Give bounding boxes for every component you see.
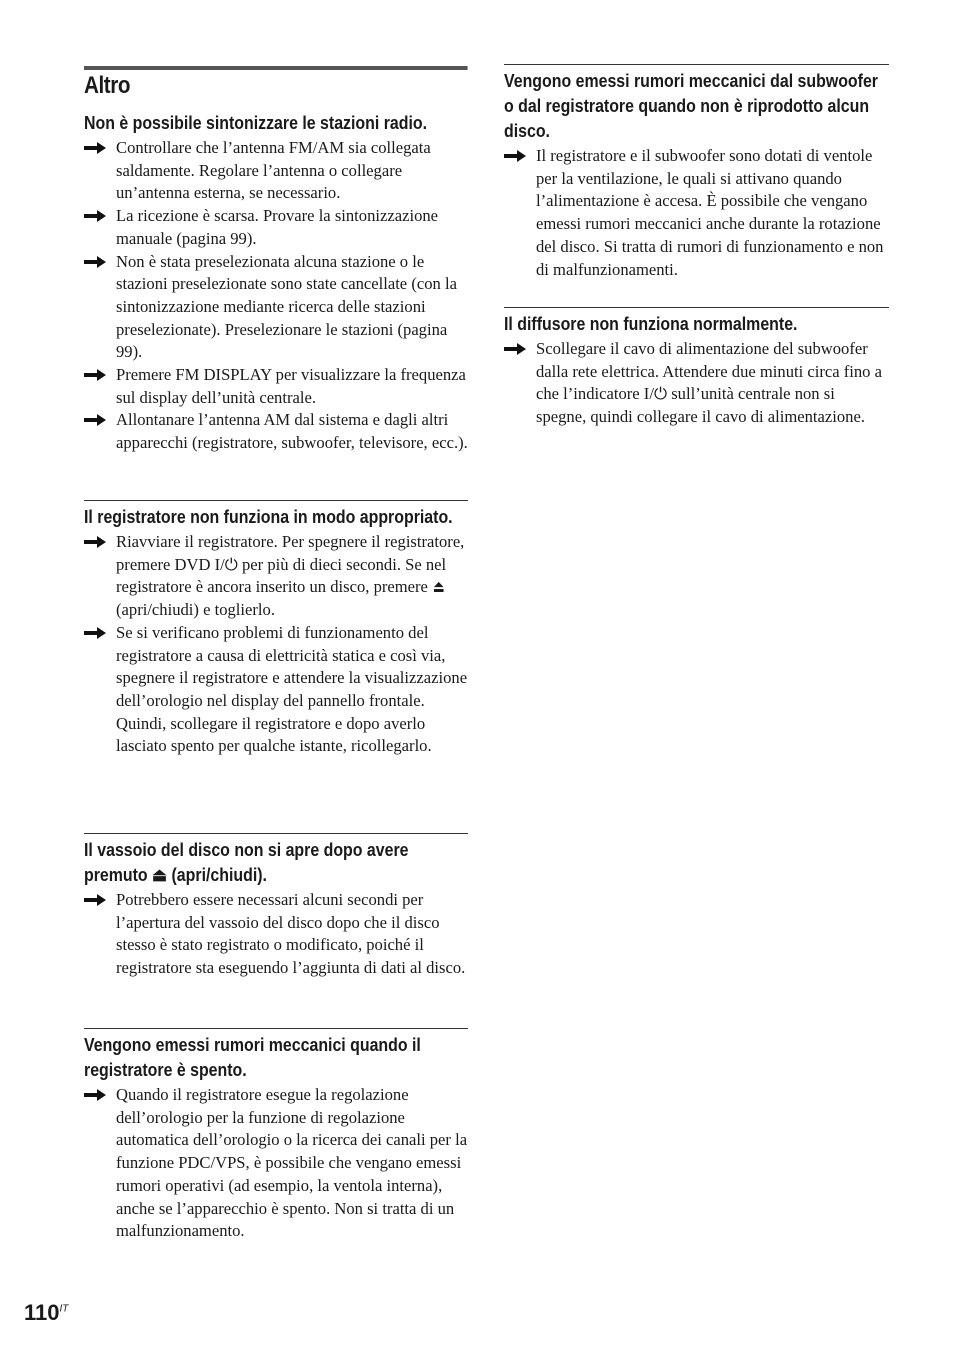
issue-title: Vengono emessi rumori meccanici quando il registratore è spento. bbox=[84, 1034, 421, 1080]
list-item: Se si verificano problemi di funzionamento del registratore a causa di elettricità statica e così via, spegnere il registratore e attendere la visualizzazione dell’orologio nel display del pannello frontale. Quindi, scollegare il registratore e dopo averlo lasciato spento per qualche istante, ricollegarlo. bbox=[84, 622, 468, 758]
issue-disc-tray bbox=[84, 833, 468, 980]
arrow-right-icon bbox=[84, 256, 106, 268]
list-item: Allontanare l’antenna AM dal sistema e dagli altri apparecchi (registratore, subwoofer, televisore, ecc.). bbox=[84, 409, 468, 454]
issue-speaker bbox=[504, 307, 889, 429]
page-suffix: IT bbox=[59, 1303, 69, 1315]
issue-title: Il registratore non funziona in modo appropriato. bbox=[84, 506, 453, 527]
list-item: Quando il registratore esegue la regolazione dell’orologio per la funzione di regolazione automatica dell’orologio o la ricerca dei canali per la funzione PDC/VPS, è possibile che vengano emessi rumori operativi (ad esempio, la ventola interna), anche se l’apparecchio è spento. Non si tratta di un malfunzionamento. bbox=[84, 1084, 468, 1243]
arrow-right-icon bbox=[84, 369, 106, 381]
list-item: La ricezione è scarsa. Provare la sintonizzazione manuale (pagina 99). bbox=[84, 205, 468, 250]
arrow-right-icon bbox=[84, 536, 106, 548]
list-item: Premere FM DISPLAY per visualizzare la frequenza sul display dell’unità centrale. bbox=[84, 364, 468, 409]
arrow-right-icon bbox=[84, 1089, 106, 1101]
list-item: Scollegare il cavo di alimentazione del subwoofer dalla rete elettrica. Attendere due minuti circa fino a che l’indicatore I/⏻ sull’unità centrale non si spegne, quindi collegare il cavo di alimentazione. bbox=[504, 338, 889, 429]
issue-noise-subwoofer bbox=[504, 64, 889, 281]
section-title: Altro bbox=[84, 66, 468, 100]
issue-recorder-malfunction bbox=[84, 500, 468, 758]
issue-noise-when-off bbox=[84, 1028, 468, 1243]
list-item: Il registratore e il subwoofer sono dotati di ventole per la ventilazione, le quali si attivano quando l’alimentazione è accesa. È possibile che vengano emessi rumori meccanici anche durante la rotazione del disco. Si tratta di rumori di funzionamento e non di malfunzionamenti. bbox=[504, 145, 889, 281]
arrow-right-icon bbox=[504, 343, 526, 355]
issue-title: Il diffusore non funziona normalmente. bbox=[504, 313, 798, 334]
list-item: Non è stata preselezionata alcuna stazione o le stazioni preselezionate sono state cancellate (con la sintonizzazione mediante ricerca delle stazioni preselezionate). Preselezionare le stazioni (pagina 99). bbox=[84, 251, 468, 365]
list-item: Potrebbero essere necessari alcuni secondi per l’apertura del vassoio del disco dopo che il disco stesso è stato registrato o modificato, poiché il registratore sta eseguendo l’aggiunta di dati al disco. bbox=[84, 889, 468, 980]
issue-title: Vengono emessi rumori meccanici dal subwoofer o dal registratore quando non è riprodotto alcun disco. bbox=[504, 70, 879, 141]
arrow-right-icon bbox=[84, 894, 106, 906]
issue-title: Il vassoio del disco non si apre dopo avere premuto ⏏ (apri/chiudi). bbox=[84, 839, 409, 885]
arrow-right-icon bbox=[84, 414, 106, 426]
issue-title: Non è possibile sintonizzare le stazioni radio. bbox=[84, 112, 428, 133]
arrow-right-icon bbox=[84, 210, 106, 222]
list-item: Riavviare il registratore. Per spegnere il registratore, premere DVD I/⏻ per più di dieci secondi. Se nel registratore è ancora inserito un disco, premere ⏏ (apri/chiudi) e toglierlo. bbox=[84, 531, 468, 622]
list-item: Controllare che l’antenna FM/AM sia collegata saldamente. Regolare l’antenna o collegare un’antenna esterna, se necessario. bbox=[84, 137, 468, 205]
arrow-right-icon bbox=[84, 627, 106, 639]
arrow-right-icon bbox=[504, 150, 526, 162]
page-number: $110^{IT}$ bbox=[24, 1300, 69, 1325]
issue-radio-tuning bbox=[84, 110, 468, 455]
arrow-right-icon bbox=[84, 142, 106, 154]
